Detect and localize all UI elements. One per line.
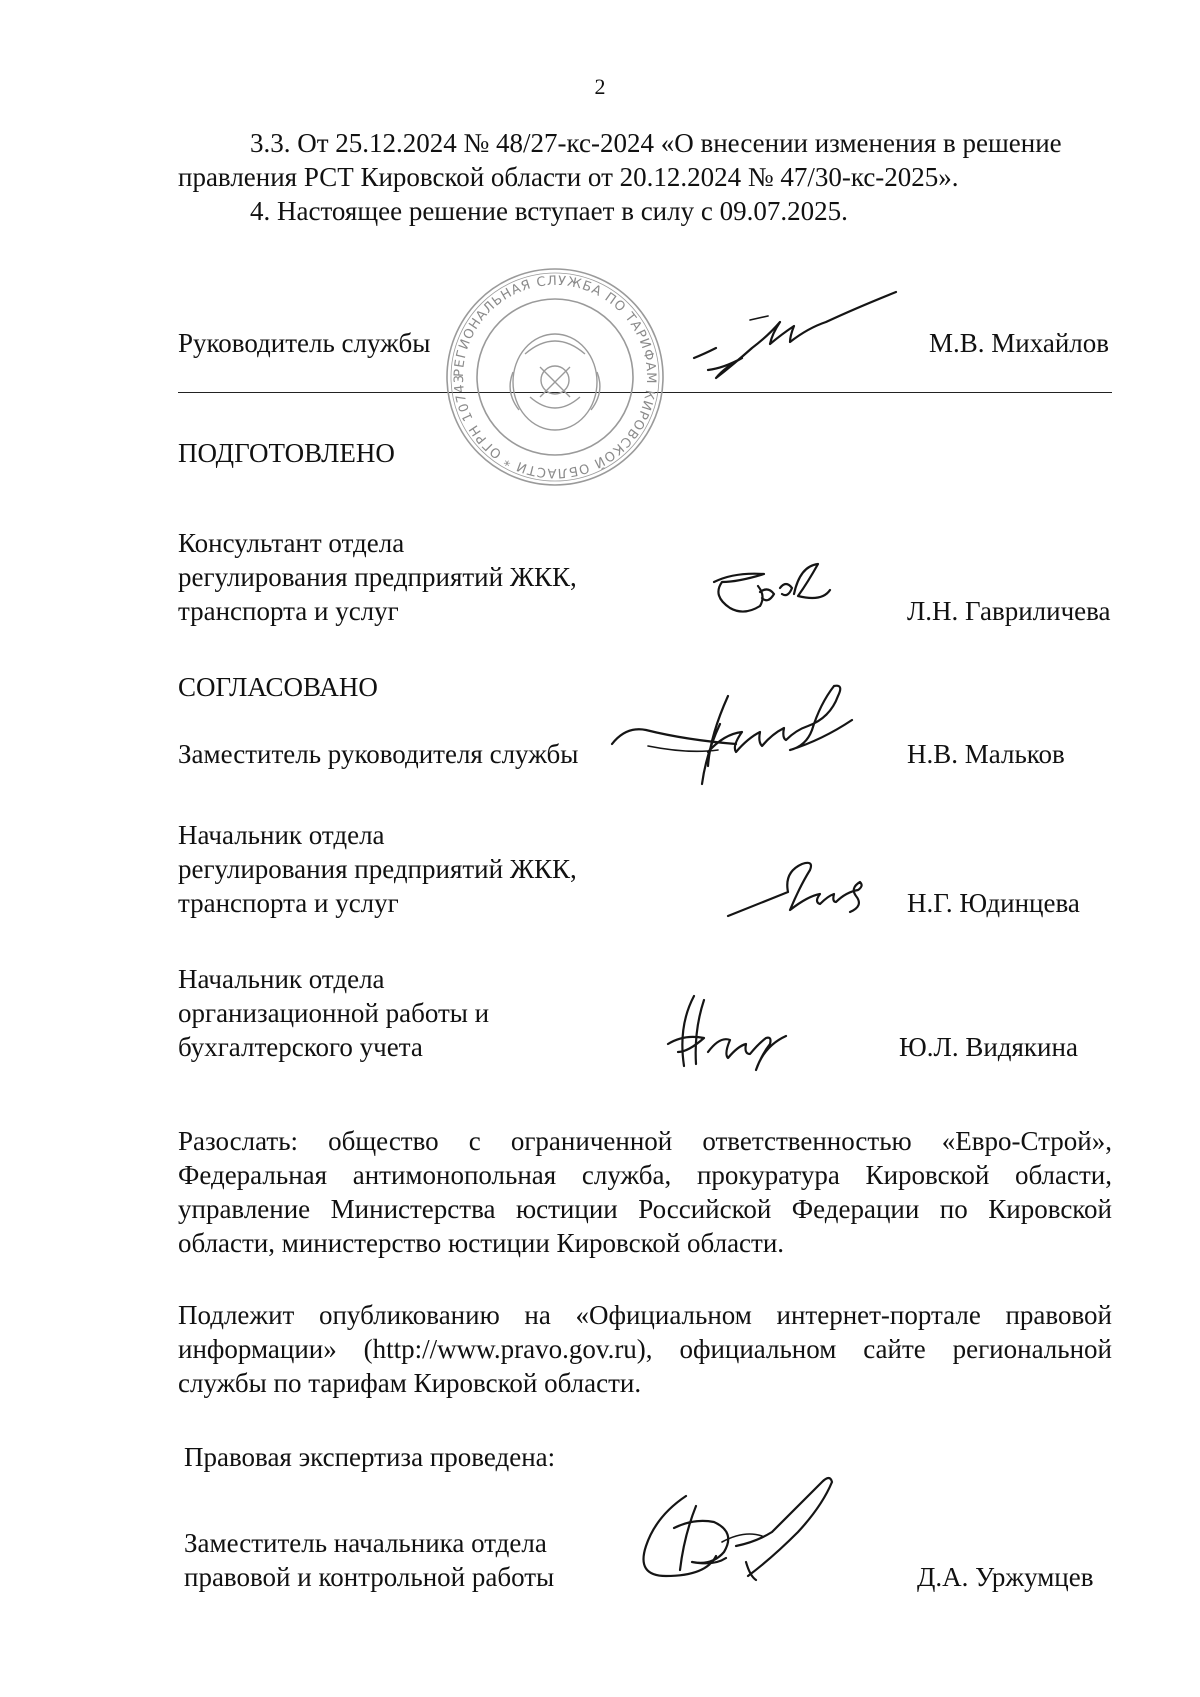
approver-3-name: Ю.Л. Видякина (899, 1032, 1078, 1062)
approver-1-signature (608, 690, 928, 800)
approved-heading: СОГЛАСОВАНО (178, 672, 378, 702)
approver-3-position-line-2: организационной работы и (178, 998, 490, 1028)
approver-3-position-line-1: Начальник отдела (178, 964, 385, 994)
approver-2-position-line-2: регулирования предприятий ЖКК, (178, 854, 577, 884)
legal-review-position-line-2: правовой и контрольной работы (184, 1562, 555, 1592)
approver-2-position-line-1: Начальник отдела (178, 820, 385, 850)
prepared-heading: ПОДГОТОВЛЕНО (178, 438, 395, 468)
item-3-3-line-1: 3.3. От 25.12.2024 № 48/27-кс-2024 «О внесении изменения в решение (250, 128, 1062, 158)
approver-3-position-line-3: бухгалтерского учета (178, 1032, 423, 1062)
publication-notice: Подлежит опубликованию на «Официальном интернет-портале правовой информации» (http://www.pravo.gov.ru), официальном сайте региональной службы по тарифам Кировской области. (178, 1300, 1112, 1398)
prepared-position-line-1: Консультант отдела (178, 528, 405, 558)
head-name: М.В. Михайлов (929, 328, 1110, 358)
head-position: Руководитель службы (178, 328, 431, 358)
prepared-signature (710, 558, 840, 628)
approver-1-name: Н.В. Мальков (907, 739, 1065, 769)
approver-2-name: Н.Г. Юдинцева (907, 888, 1080, 918)
legal-review-position-line-1: Заместитель начальника отдела (184, 1528, 547, 1558)
head-signature (690, 296, 900, 388)
seal-emblem (510, 334, 600, 430)
approver-1-position: Заместитель руководителя службы (178, 739, 579, 769)
approver-2-signature (724, 852, 874, 924)
legal-review-name: Д.А. Уржумцев (917, 1562, 1094, 1592)
official-seal (435, 251, 670, 492)
prepared-position-line-2: регулирования предприятий ЖКК, (178, 562, 577, 592)
page-number: 2 (594, 74, 606, 99)
legal-review-heading: Правовая экспертиза проведена: (184, 1442, 556, 1472)
prepared-position-line-3: транспорта и услуг (178, 596, 399, 626)
seal-text: РЕГИОНАЛЬНАЯ СЛУЖБА ПО ТАРИФАМ КИРОВСКОЙ ОБЛАСТИ * ОГРН 1074345040465 (435, 251, 659, 481)
approver-3-signature (664, 992, 804, 1092)
prepared-name: Л.Н. Гавриличева (907, 596, 1111, 626)
item-4: 4. Настоящее решение вступает в силу с 09.07.2025. (250, 196, 848, 226)
distribution-list: Разослать: общество с ограниченной ответственностью «Евро-Строй», Федеральная антимонопольная служба, прокуратура Кировской области, управление Министерства юстиции Российской Федерации по Кировской области, министерство юстиции Кировской области. (178, 1126, 1112, 1258)
approver-2-position-line-3: транспорта и услуг (178, 888, 399, 918)
legal-review-signature (626, 1476, 876, 1616)
item-3-3-line-2: правления РСТ Кировской области от 20.12.2024 № 47/30-кс-2025». (178, 162, 959, 192)
